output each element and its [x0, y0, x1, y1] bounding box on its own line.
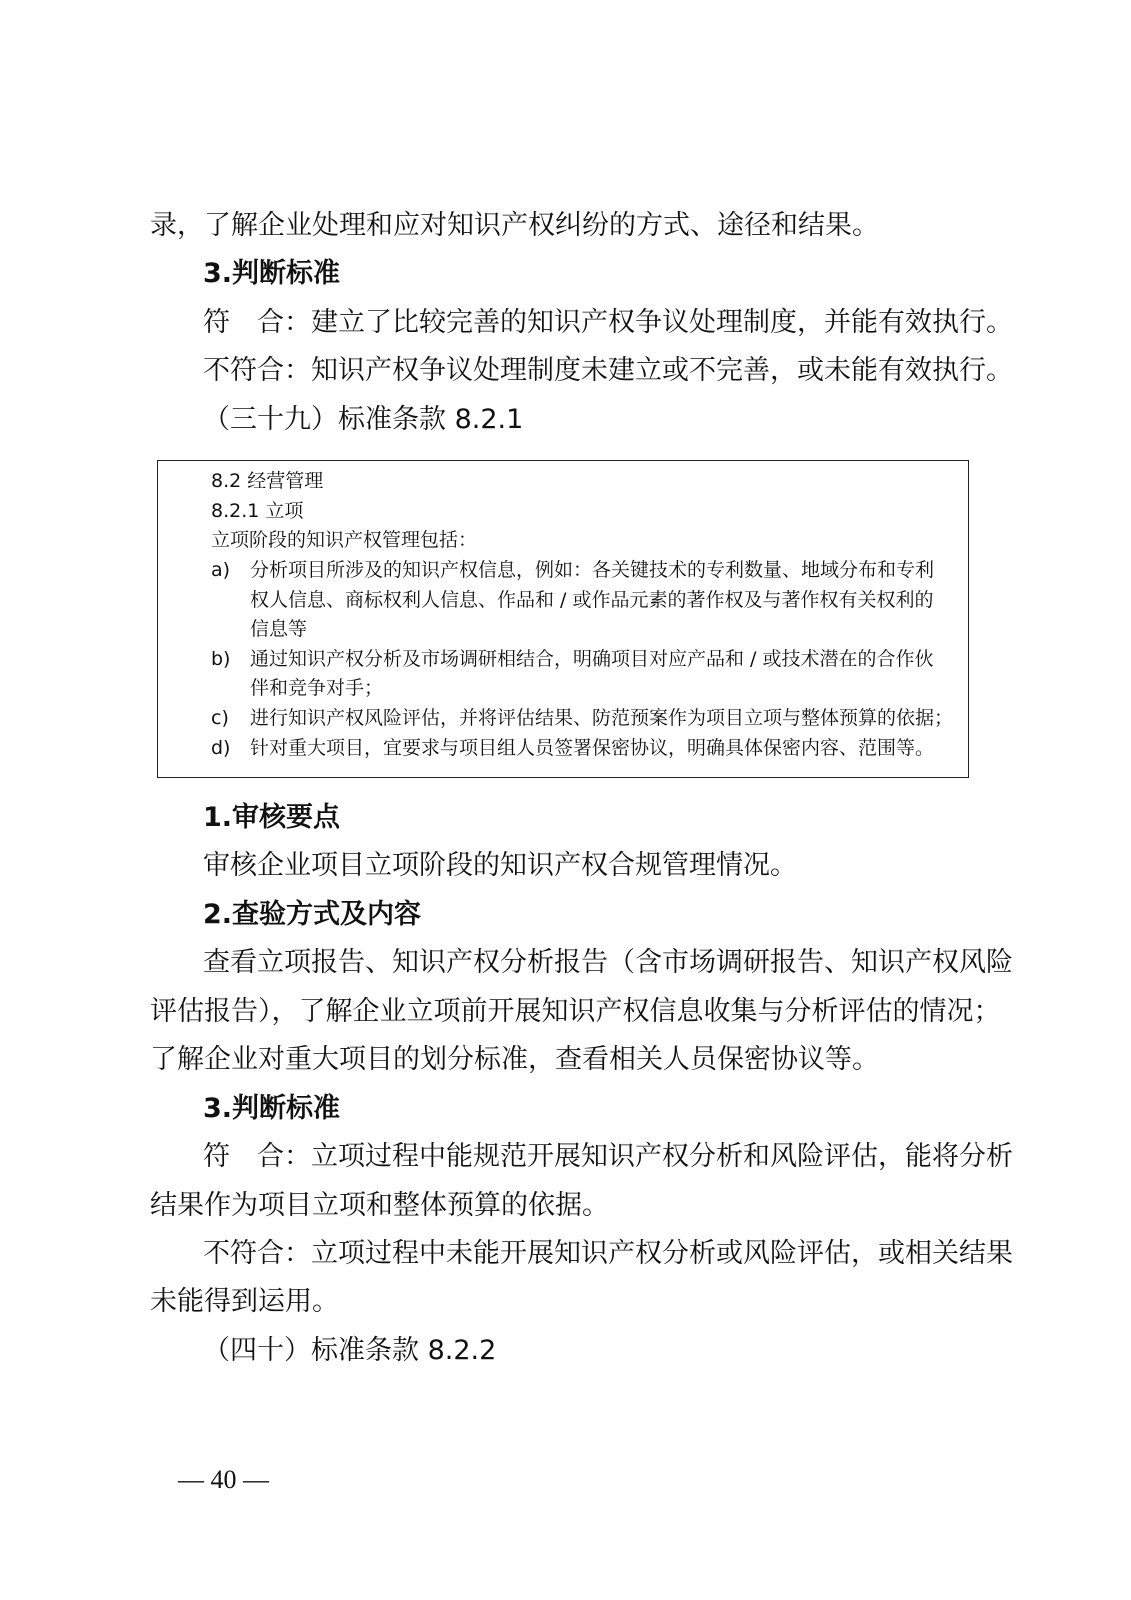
- noncomply-criterion: 不符合：知识产权争议处理制度未建立或不完善，或未能有效执行。: [203, 355, 1013, 386]
- list-label: b): [211, 648, 231, 670]
- box-subsection-title: 8.2.1 立项: [211, 500, 304, 522]
- section-heading: 2.查验方式及内容: [203, 899, 422, 930]
- section-heading: 3.判断标准: [203, 258, 341, 289]
- list-label: a): [211, 559, 231, 581]
- list-label: d): [211, 737, 231, 759]
- list-item-text: 针对重大项目，宜要求与项目组人员签署保密协议，明确具体保密内容、范围等。: [250, 737, 935, 759]
- clause-title: （四十）标准条款 8.2.2: [203, 1335, 497, 1366]
- list-item-text: 信息等: [250, 618, 308, 640]
- list-item-text: 权人信息、商标权利人信息、作品和 / 或作品元素的著作权及与著作权有关权利的: [250, 589, 934, 611]
- paragraph-line: 评估报告），了解企业立项前开展知识产权信息收集与分析评估的情况；: [150, 996, 1001, 1027]
- noncomply-criterion: 不符合：立项过程中未能开展知识产权分析或风险评估，或相关结果: [203, 1238, 1013, 1269]
- comply-criterion: 符 合：建立了比较完善的知识产权争议处理制度，并能有效执行。: [203, 307, 1013, 338]
- list-item-text: 进行知识产权风险评估，并将评估结果、防范预案作为项目立项与整体预算的依据；: [250, 707, 954, 729]
- section-heading: 1.审核要点: [203, 802, 341, 833]
- clause-title: （三十九）标准条款 8.2.1: [203, 404, 524, 435]
- list-item-text: 通过知识产权分析及市场调研相结合，明确项目对应产品和 / 或技术潜在的合作伙: [250, 648, 934, 670]
- box-intro: 立项阶段的知识产权管理包括：: [211, 529, 478, 551]
- paragraph-line: 未能得到运用。: [150, 1286, 339, 1317]
- paragraph-line: 了解企业对重大项目的划分标准，查看相关人员保密协议等。: [150, 1044, 879, 1075]
- standard-clause-box: [157, 460, 969, 778]
- list-item-text: 伴和竞争对手；: [250, 677, 384, 699]
- paragraph-line: 查看立项报告、知识产权分析报告（含市场调研报告、知识产权风险: [203, 947, 1013, 978]
- paragraph-line: 审核企业项目立项阶段的知识产权合规管理情况。: [203, 850, 797, 881]
- section-heading: 3.判断标准: [203, 1093, 341, 1124]
- list-item-text: 分析项目所涉及的知识产权信息，例如：各关键技术的专利数量、地域分布和专利: [250, 559, 935, 581]
- list-label: c): [211, 707, 229, 729]
- box-section-title: 8.2 经营管理: [211, 470, 324, 492]
- paragraph-line: 录，了解企业处理和应对知识产权纠纷的方式、途径和结果。: [150, 210, 879, 241]
- page-number: — 40 —: [178, 1465, 269, 1494]
- paragraph-line: 结果作为项目立项和整体预算的依据。: [150, 1190, 609, 1221]
- comply-criterion: 符 合：立项过程中能规范开展知识产权分析和风险评估，能将分析: [203, 1141, 1013, 1172]
